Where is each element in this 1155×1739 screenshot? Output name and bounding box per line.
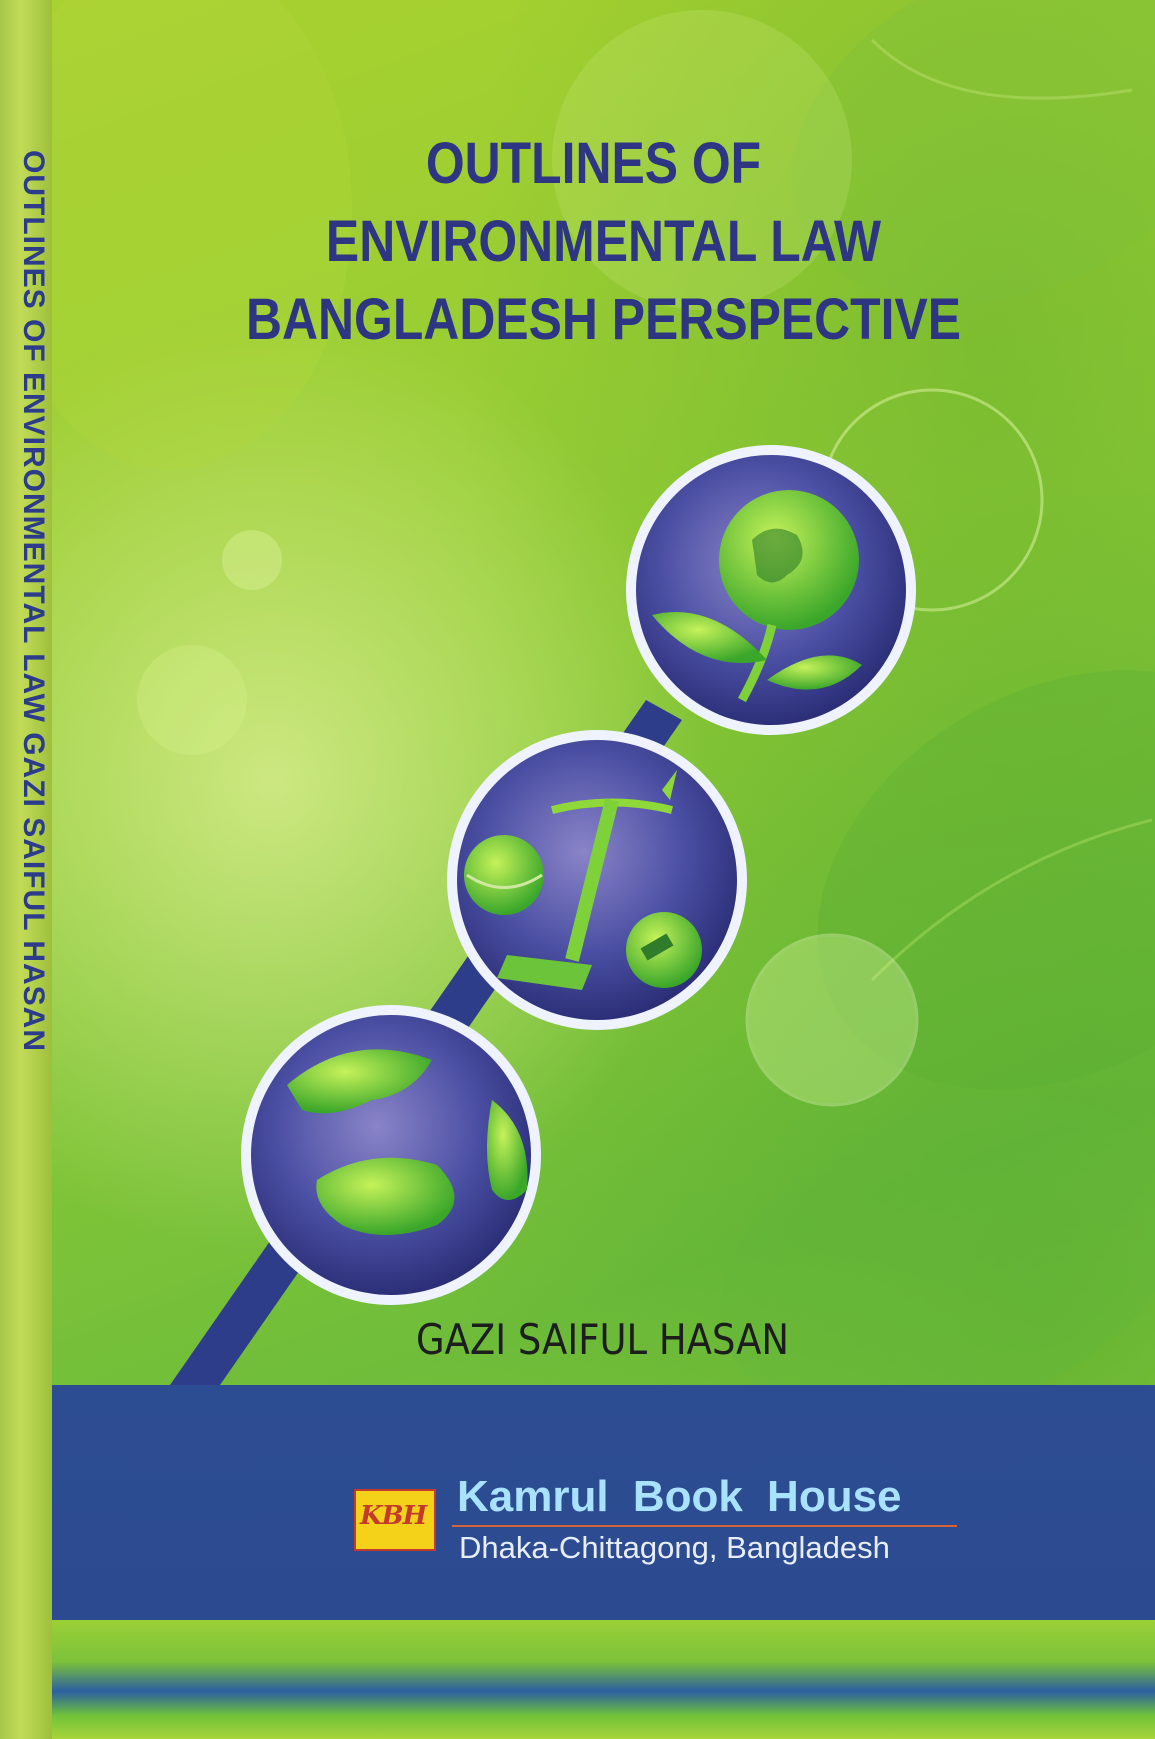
publisher-divider — [452, 1525, 957, 1527]
author-name: GAZI SAIFUL HASAN — [416, 1315, 790, 1364]
scales-of-justice-icon — [447, 730, 747, 1030]
title-line-3: BANGLADESH PERSPECTIVE — [245, 287, 962, 352]
book-cover — [52, 0, 1155, 1739]
book-spine — [0, 0, 52, 1739]
spine-title: OUTLINES OF ENVIRONMENTAL LAW GAZI SAIFUL HASAN — [17, 150, 50, 1052]
publisher-logo — [354, 1489, 436, 1551]
logo-text: KBH — [360, 1501, 427, 1531]
bottom-strip — [52, 1620, 1155, 1739]
globe-plant-icon — [626, 445, 916, 735]
title-line-2: ENVIRONMENTAL LAW — [325, 209, 882, 274]
earth-globe-icon — [241, 1005, 541, 1305]
publisher-location: Dhaka-Chittagong, Bangladesh — [459, 1530, 890, 1565]
title-line-1: OUTLINES OF — [425, 131, 762, 196]
publisher-name: Kamrul Book House — [457, 1472, 902, 1521]
